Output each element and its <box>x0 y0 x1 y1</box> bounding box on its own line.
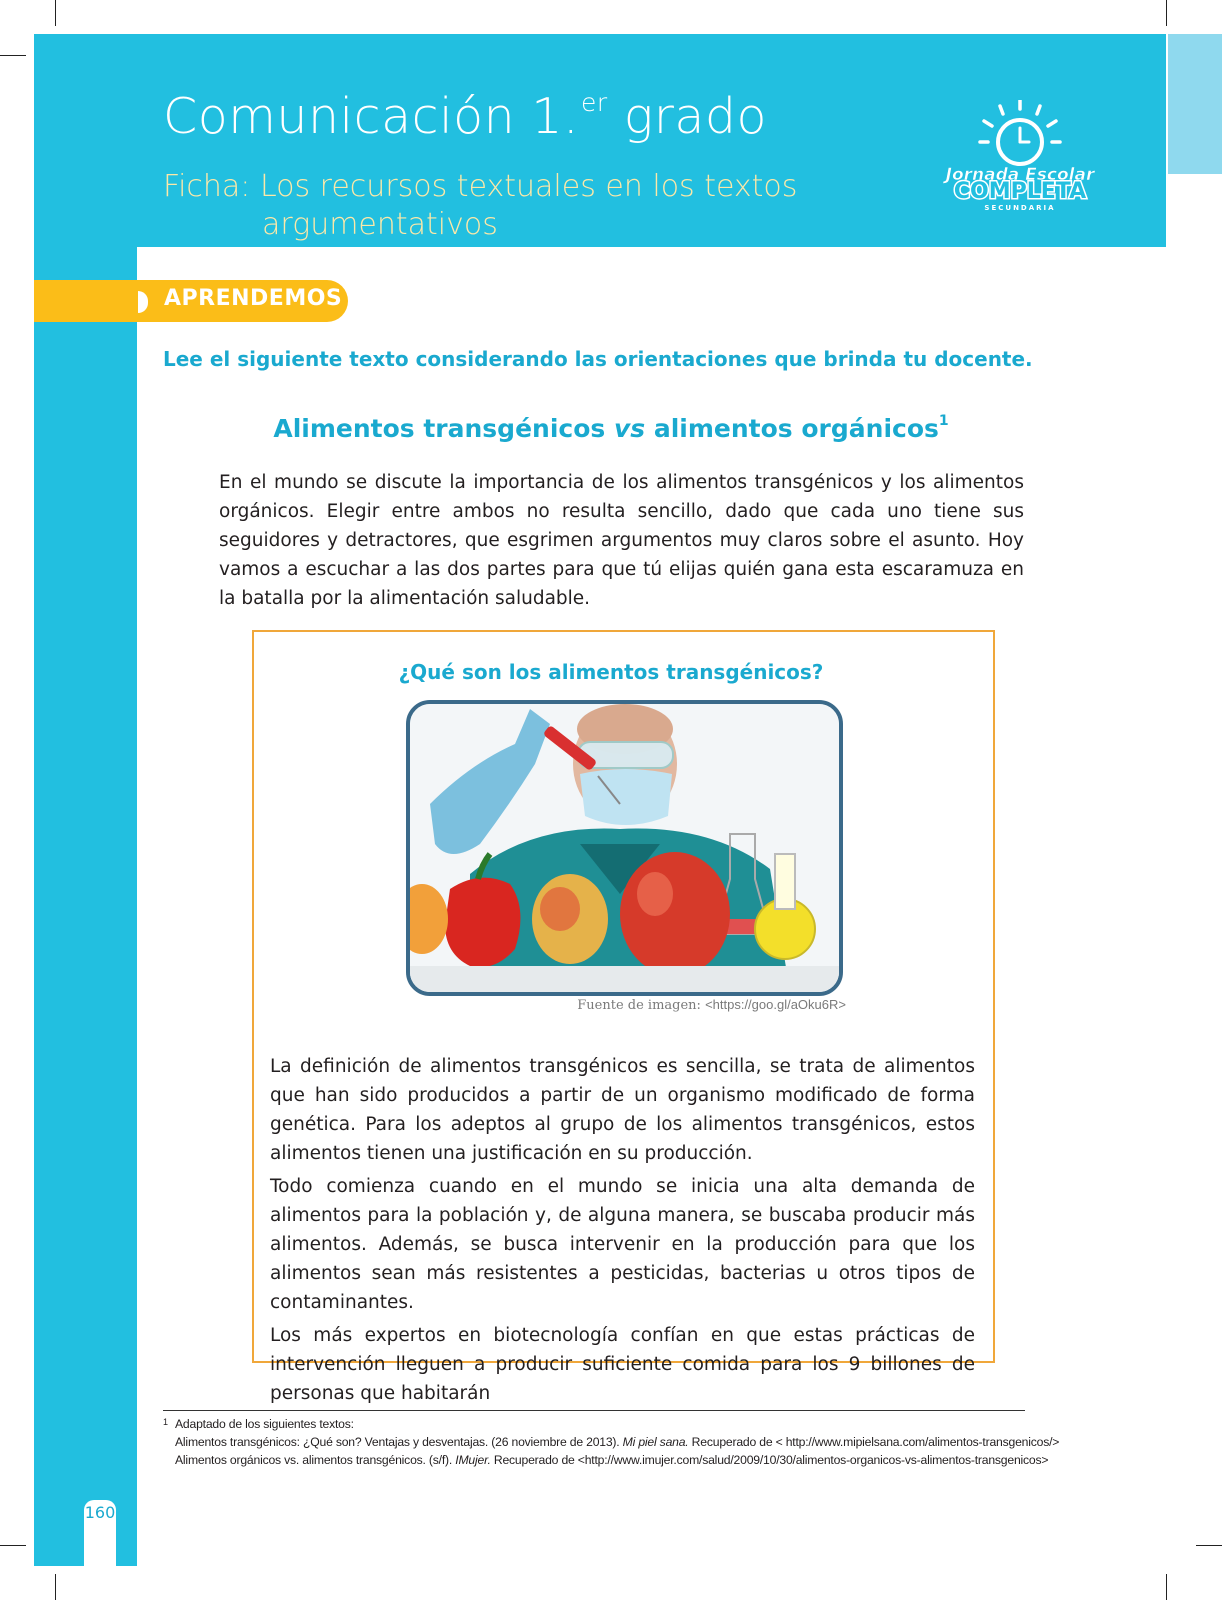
crop-mark <box>1166 1574 1167 1600</box>
article-title: Alimentos transgénicos vs alimentos orgánicos$^1$ <box>273 413 949 443</box>
footnote-line: Adaptado de los siguientes textos: <box>175 1417 354 1431</box>
image-caption: Fuente de imagen: <https://goo.gl/aOku6R> <box>577 997 846 1013</box>
footnote-divider <box>163 1410 1025 1411</box>
ficha-title-line2: argumentativos <box>262 207 498 242</box>
footnote-line: Alimentos transgénicos: ¿Qué son? Ventajas y desventajas. (26 noviembre de 2013). Mi piel sana. Recuperado de < http://www.mipielsana.com/alimentos-transgenicos/> <box>175 1435 1060 1449</box>
ficha-title-line1: Los recursos textuales en los textos <box>259 169 798 204</box>
crop-mark <box>0 55 26 56</box>
section-label: APRENDEMOS <box>164 286 343 311</box>
logo-line3: SECUNDARIA <box>984 204 1056 212</box>
logo-line2: COMPLETA <box>953 179 1087 204</box>
box-paragraph: Todo comienza cuando en el mundo se inicia una alta demanda de alimentos para la población y, de alguna manera, se buscaba producir más alimentos. Además, se busca intervenir en la producción para que los alimentos sean más resistentes a pesticidas, bacterias u otros tipos de contaminantes. <box>270 1176 975 1313</box>
footnote-ref: 1 <box>938 413 949 429</box>
ficha-label: Ficha: <box>163 169 251 204</box>
instruction-text: Lee el siguiente texto considerando las orientaciones que brinda tu docente. <box>163 347 1033 371</box>
logo-line1: Jornada Escolar <box>945 165 1095 185</box>
scientist-photo <box>406 700 843 996</box>
box-heading: ¿Qué son los alimentos transgénicos? <box>398 660 824 684</box>
box-paragraph: Los más expertos en biotecnología confían en que estas prácticas de intervención lleguen a producir suficiente comida para los 9 billones de personas que habitarán <box>270 1325 975 1404</box>
box-text <box>270 1052 975 1412</box>
page-title: Comunicación 1.$^{er}$ grado <box>163 88 767 145</box>
ficha-subtitle <box>163 168 797 244</box>
crop-mark <box>0 1545 26 1546</box>
crop-mark <box>1196 1545 1222 1546</box>
edge-tab <box>1168 34 1222 174</box>
crop-mark <box>1166 0 1167 26</box>
footnote <box>163 1415 1060 1469</box>
jornada-escolar-logo <box>940 100 1100 220</box>
crop-mark <box>55 0 56 26</box>
scientist-illustration <box>410 704 839 992</box>
footnote-mark: 1 <box>163 1417 168 1427</box>
crop-mark <box>55 1574 56 1600</box>
box-paragraph: La definición de alimentos transgénicos es sencilla, se trata de alimentos que han sido producidos a partir de un organismo modificado de forma genética. Para los adeptos al grupo de los alimentos transgénicos, estos alimentos tienen una justificación en su producción. <box>270 1056 975 1164</box>
intro-paragraph: En el mundo se discute la importancia de los alimentos transgénicos y los alimentos orgánicos. Elegir entre ambos no resulta sencillo, dado que cada uno tiene sus seguidores y detractores, que esgrimen argumentos muy claros sobre el asunto. Hoy vamos a escuchar a las dos partes para que tú elijas quién gana esta escaramuza en la batalla por la alimentación saludable. <box>219 472 1024 609</box>
footnote-line: Alimentos orgánicos vs. alimentos transgénicos. (s/f). IMujer. Recuperado de <http://www.imujer.com/salud/2009/10/30/alimentos-organicos-vs-alimentos-transgenicos> <box>175 1453 1049 1467</box>
left-color-band <box>34 34 137 1566</box>
page-number: 160 <box>84 1503 116 1522</box>
